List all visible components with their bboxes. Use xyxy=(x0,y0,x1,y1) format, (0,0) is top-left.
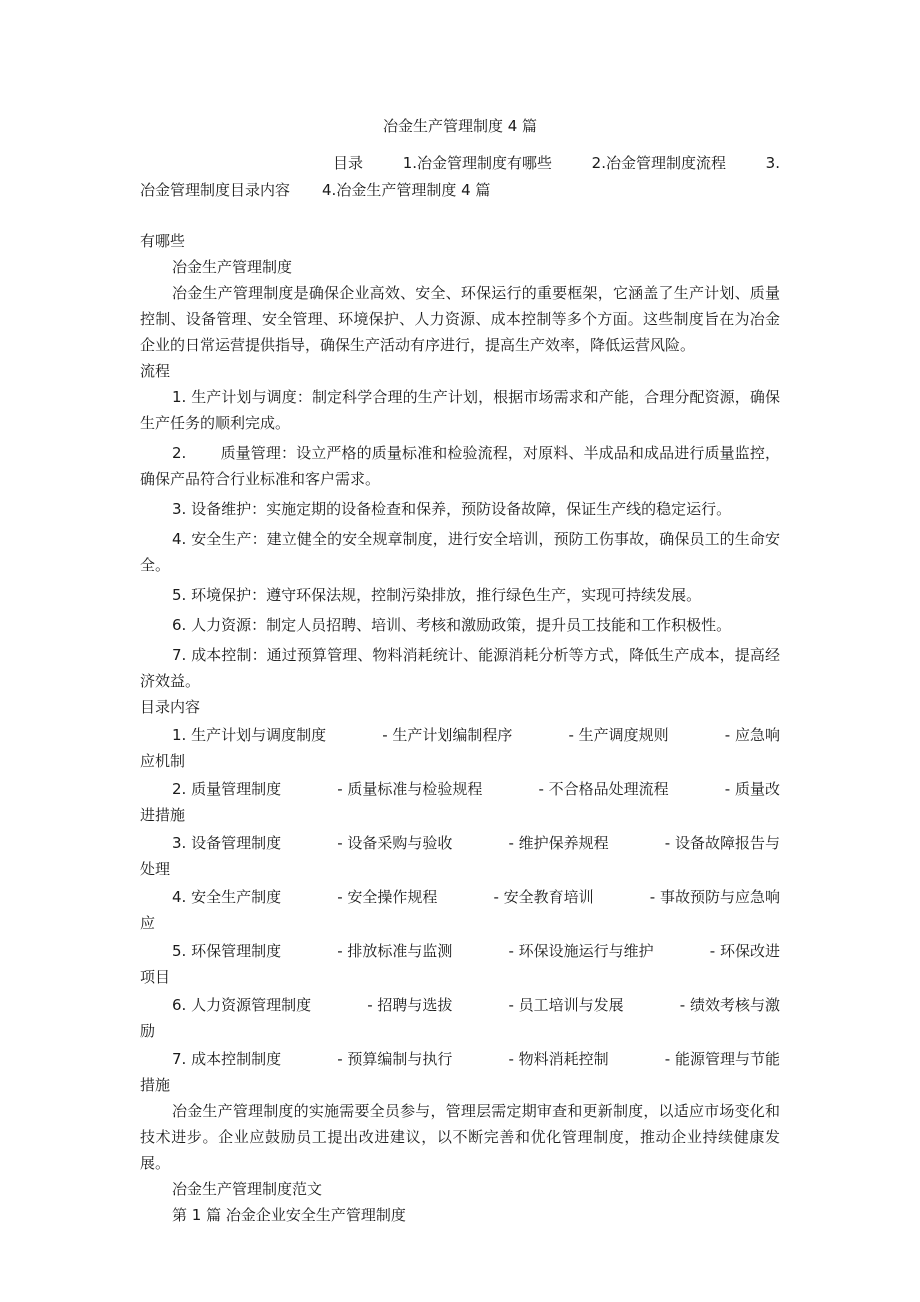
flow-item-number: 7. xyxy=(172,646,192,664)
flow-list xyxy=(140,384,780,694)
fanwen-heading: 冶金生产管理制度范文 xyxy=(172,1180,323,1198)
toc-item-3-text[interactable]: 冶金管理制度目录内容 xyxy=(140,181,291,199)
flow-item-number: 5. xyxy=(172,586,192,604)
flow-item-number: 2. xyxy=(172,444,221,462)
toc-line-1 xyxy=(140,152,780,174)
flow-item-text: 生产计划与调度：制定科学合理的生产计划，根据市场需求和产能，合理分配资源，确保生产任务的顺利完成。 xyxy=(140,388,780,432)
flow-item-number: 3. xyxy=(172,500,192,518)
catalog-row-wrap: 措施 xyxy=(140,1076,171,1094)
catalog-row xyxy=(140,1046,780,1098)
section-body: 冶金生产管理制度是确保企业高效、安全、环保运行的重要框架，它涵盖了生产计划、质量控制、设备管理、安全管理、环境保护、人力资源、成本控制等多个方面。这些制度旨在为冶金企业的日常运营提供指导，确保生产活动有序进行，提高生产效率，降低运营风险。 xyxy=(140,284,780,354)
catalog-cell: - 环保设施运行与维护 xyxy=(508,942,654,960)
catalog-row-wrap: 进措施 xyxy=(140,806,186,824)
catalog-row-wrap: 应机制 xyxy=(140,752,186,770)
flow-item-number: 1. xyxy=(172,388,192,406)
flow-item xyxy=(140,612,780,638)
flow-item xyxy=(140,582,780,608)
flow-item xyxy=(140,384,780,436)
catalog-heading: 目录内容 xyxy=(140,698,201,716)
catalog-row-wrap: 处理 xyxy=(140,860,171,878)
catalog-cell: - 能源管理与节能 xyxy=(664,1050,780,1068)
flow-item xyxy=(140,496,780,522)
catalog-row xyxy=(140,884,780,936)
page-title: 冶金生产管理制度 4 篇 xyxy=(382,117,538,135)
catalog-cell: - 应急响 xyxy=(724,726,780,744)
toc-line-2 xyxy=(140,179,780,201)
flow-item xyxy=(140,440,780,492)
closing-paragraph: 冶金生产管理制度的实施需要全员参与，管理层需定期审查和更新制度，以适应市场变化和技术进步。企业应鼓励员工提出改进建议，以不断完善和优化管理制度，推动企业持续健康发展。 xyxy=(140,1102,780,1172)
catalog-cell: - 绩效考核与激 xyxy=(679,996,780,1014)
catalog-cell: - 质量改 xyxy=(724,780,780,798)
catalog-cell: 3. 设备管理制度 xyxy=(172,834,282,852)
catalog-cell: 7. 成本控制制度 xyxy=(172,1050,282,1068)
catalog-cell: - 环保改进 xyxy=(709,942,780,960)
catalog-cell: - 预算编制与执行 xyxy=(337,1050,453,1068)
flow-item-text: 质量管理：设立严格的质量标准和检验流程，对原料、半成品和成品进行质量监控，确保产品符合行业标准和客户需求。 xyxy=(140,444,780,488)
catalog-cell: - 维护保养规程 xyxy=(508,834,609,852)
flow-item-text: 设备维护：实施定期的设备检查和保养，预防设备故障，保证生产线的稳定运行。 xyxy=(191,500,732,518)
section-what xyxy=(140,228,780,1228)
catalog-list xyxy=(140,722,780,1098)
flow-item xyxy=(140,526,780,578)
catalog-cell: 4. 安全生产制度 xyxy=(172,888,282,906)
catalog-row xyxy=(140,776,780,828)
catalog-cell: 2. 质量管理制度 xyxy=(172,780,282,798)
catalog-cell: - 不合格品处理流程 xyxy=(538,780,669,798)
toc-item-4[interactable]: 4.冶金生产管理制度 4 篇 xyxy=(322,181,491,199)
catalog-row-wrap: 应 xyxy=(140,914,156,932)
catalog-cell: - 设备采购与验收 xyxy=(337,834,453,852)
catalog-cell: 6. 人力资源管理制度 xyxy=(172,996,312,1014)
catalog-cell: - 物料消耗控制 xyxy=(508,1050,609,1068)
catalog-cell: - 安全教育培训 xyxy=(493,888,594,906)
catalog-cell: - 质量标准与检验规程 xyxy=(337,780,483,798)
toc-item-2[interactable]: 2.冶金管理制度流程 xyxy=(591,154,726,172)
catalog-cell: - 排放标准与监测 xyxy=(337,942,453,960)
flow-item-number: 4. xyxy=(172,530,192,548)
catalog-cell: - 安全操作规程 xyxy=(337,888,438,906)
catalog-cell: 1. 生产计划与调度制度 xyxy=(172,726,327,744)
flow-item-text: 人力资源：制定人员招聘、培训、考核和激励政策，提升员工技能和工作积极性。 xyxy=(191,616,732,634)
flow-item xyxy=(140,642,780,694)
catalog-cell: 5. 环保管理制度 xyxy=(172,942,282,960)
flow-item-number: 6. xyxy=(172,616,192,634)
flow-heading: 流程 xyxy=(140,362,171,380)
catalog-row xyxy=(140,722,780,774)
toc-label: 目录 xyxy=(333,154,364,172)
catalog-row-wrap: 项目 xyxy=(140,968,171,986)
catalog-row xyxy=(140,992,780,1044)
flow-item-text: 环境保护：遵守环保法规，控制污染排放，推行绿色生产，实现可持续发展。 xyxy=(191,586,702,604)
catalog-cell: - 生产调度规则 xyxy=(568,726,669,744)
flow-item-text: 安全生产：建立健全的安全规章制度，进行安全培训，预防工伤事故，确保员工的生命安全。 xyxy=(140,530,780,574)
catalog-cell: - 员工培训与发展 xyxy=(508,996,624,1014)
catalog-cell: - 事故预防与应急响 xyxy=(649,888,780,906)
catalog-cell: - 设备故障报告与 xyxy=(664,834,780,852)
flow-item-text: 成本控制：通过预算管理、物料消耗统计、能源消耗分析等方式，降低生产成本，提高经济效益。 xyxy=(140,646,780,690)
catalog-cell: - 招聘与选拔 xyxy=(367,996,453,1014)
catalog-row-wrap: 励 xyxy=(140,1022,156,1040)
section-subheading: 冶金生产管理制度 xyxy=(172,258,293,276)
catalog-row xyxy=(140,938,780,990)
toc-item-1[interactable]: 1.冶金管理制度有哪些 xyxy=(402,154,552,172)
catalog-cell: - 生产计划编制程序 xyxy=(382,726,513,744)
catalog-row xyxy=(140,830,780,882)
section-heading: 有哪些 xyxy=(140,232,186,250)
toc-item-3-number[interactable]: 3. xyxy=(765,154,780,172)
chapter-1-title: 第 1 篇 冶金企业安全生产管理制度 xyxy=(172,1206,406,1224)
